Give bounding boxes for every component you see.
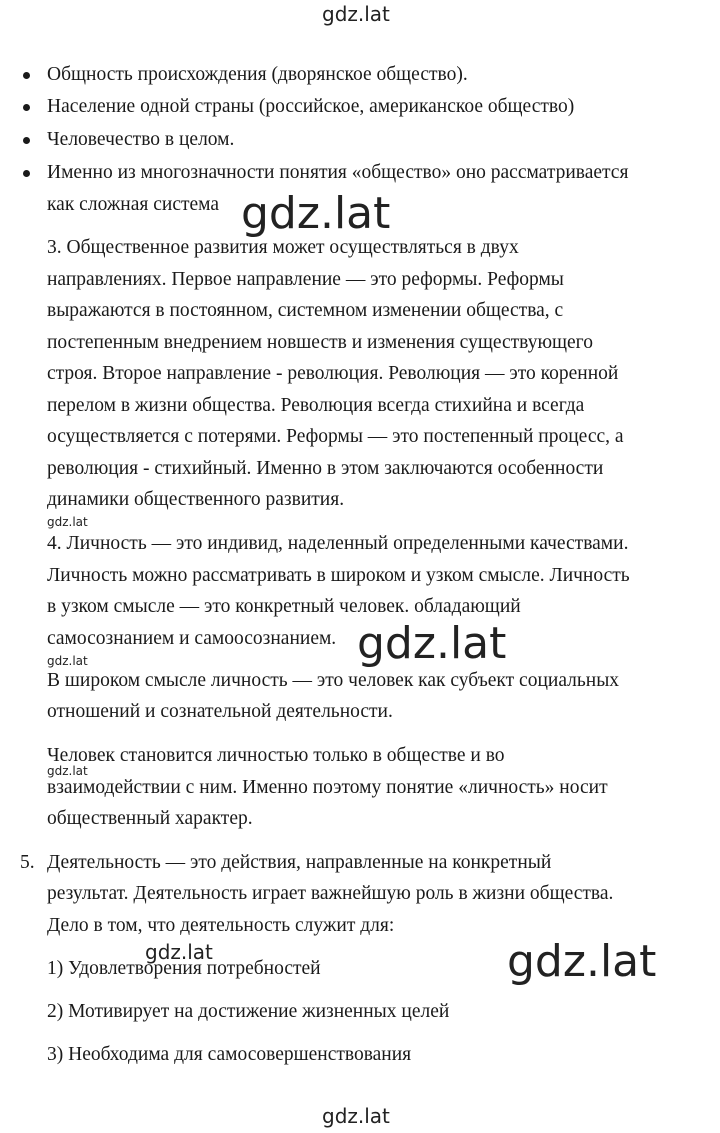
section-3-line: динамики общественного развития.	[47, 489, 345, 510]
watermark-medium: gdz.lat	[145, 940, 213, 964]
list-item: 3) Необходима для самосовершенствования	[47, 1044, 412, 1065]
section-4-line: 4. Личность — это индивид, наделенный определенными качествами.	[47, 533, 629, 554]
list-item: 2) Мотивирует на достижение жизненных целей	[47, 1001, 450, 1022]
section-4-line: самосознанием и самоосознанием.	[47, 628, 337, 649]
bullet-item-3: Человечество в целом.	[47, 129, 235, 150]
section-3-line: строя. Второе направление - революция. Революция — это коренной	[47, 363, 619, 384]
section-4-line: отношений и сознательной деятельности.	[47, 701, 393, 722]
section-5-number: 5.	[20, 852, 35, 873]
bullet-item-2: Население одной страны (российское, американское общество)	[47, 96, 575, 117]
section-5-line: Дело в том, что деятельность служит для:	[47, 915, 395, 936]
section-3-line: перелом в жизни общества. Революция всегда стихийна и всегда	[47, 395, 585, 416]
bullet-dot	[23, 137, 30, 144]
section-3-line: направлениях. Первое направление — это реформы. Реформы	[47, 269, 564, 290]
section-4-line: общественный характер.	[47, 808, 253, 829]
watermark-top: gdz.lat	[322, 2, 390, 26]
list-item: 1) Удовлетворения потребностей	[47, 958, 321, 979]
bullet-dot	[23, 170, 30, 177]
section-5-line: результат. Деятельность играет важнейшую роль в жизни общества.	[47, 883, 614, 904]
bullet-item-4: Именно из многозначности понятия «общество» оно рассматривается	[47, 162, 629, 183]
bullet-item-4-continued: как сложная система	[47, 194, 220, 215]
watermark-large: gdz.lat	[241, 188, 391, 239]
watermark-large: gdz.lat	[507, 936, 657, 987]
section-3-line: революция - стихийный. Именно в этом заключаются особенности	[47, 458, 604, 479]
section-4-line: В широком смысле личность — это человек как субъект социальных	[47, 670, 620, 691]
section-3-line: 3. Общественное развития может осуществляться в двух	[47, 237, 519, 258]
watermark-large: gdz.lat	[357, 618, 507, 669]
bullet-dot	[23, 104, 30, 111]
section-4-line: Личность можно рассматривать в широком и узком смысле. Личность	[47, 565, 630, 586]
bullet-item-1: Общность происхождения (дворянское общество).	[47, 64, 468, 85]
section-4-line: Человек становится личностью только в обществе и во	[47, 745, 505, 766]
bullet-dot	[23, 72, 30, 79]
section-4-line: в узком смысле — это конкретный человек. обладающий	[47, 596, 521, 617]
section-3-line: выражаются в постоянном, системном изменении общества, с	[47, 300, 564, 321]
section-5-line: Деятельность — это действия, направленные на конкретный	[47, 852, 552, 873]
watermark-small: gdz.lat	[47, 515, 88, 529]
watermark-bottom: gdz.lat	[322, 1104, 390, 1128]
watermark-small: gdz.lat	[47, 654, 88, 668]
watermark-small: gdz.lat	[47, 764, 88, 778]
section-3-line: постепенным внедрением новшеств и изменения существующего	[47, 332, 593, 353]
section-4-line: взаимодействии с ним. Именно поэтому понятие «личность» носит	[47, 777, 608, 798]
section-3-line: осуществляется с потерями. Реформы — это постепенный процесс, а	[47, 426, 624, 447]
